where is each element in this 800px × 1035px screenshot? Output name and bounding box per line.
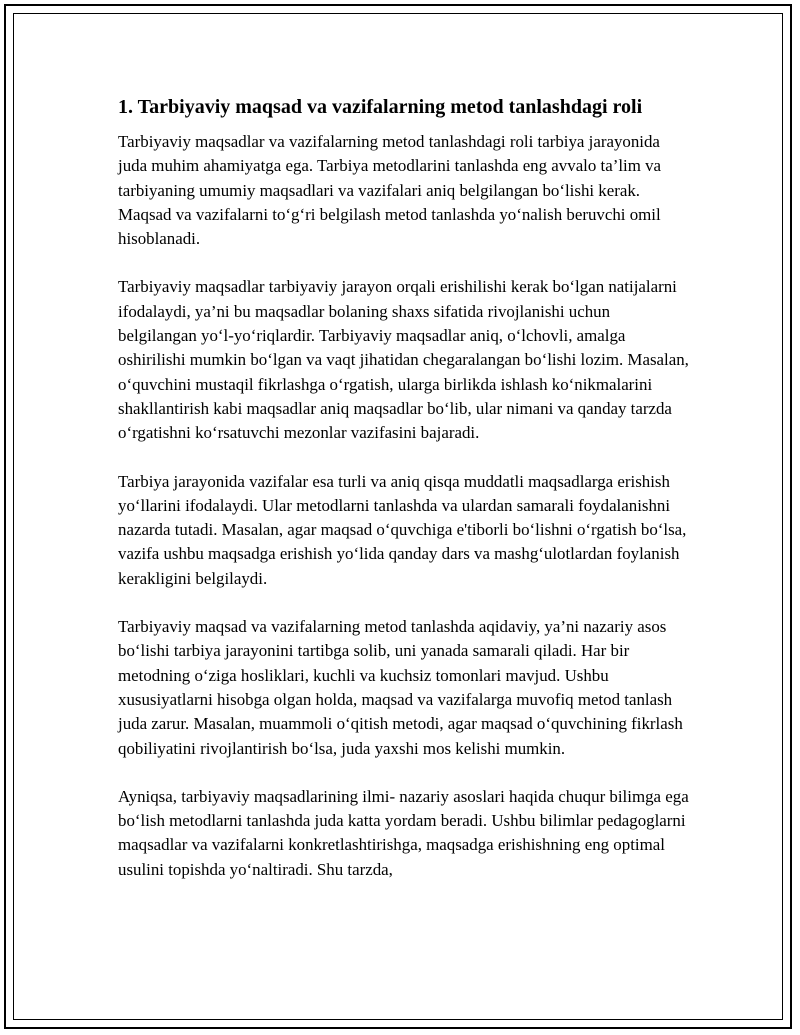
document-body <box>118 94 693 906</box>
paragraph-2: Tarbiyaviy maqsadlar tarbiyaviy jarayon orqali erishilishi kerak boʻlgan natijalarni ifodalaydi, ya’ni bu maqsadlar bolaning shaxs sifatida rivojlanishi uchun belgilangan yoʻl-yoʻriqlardir. Tarbiyaviy maqsadlar aniq, oʻlchovli, amalga oshirilishi mumkin boʻlgan va vaqt jihatidan chegaralangan boʻlishi lozim. Masalan, oʻquvchini mustaqil fikrlashga oʻrgatish, ularga birlikda ishlash koʻnikmalarini shakllantirish kabi maqsadlar aniq maqsadlar boʻlib, ular nimani va qanday tarzda oʻrgatishni koʻrsatuvchi mezonlar vazifasini bajaradi. <box>118 277 689 443</box>
paragraph-5: Ayniqsa, tarbiyaviy maqsadlarining ilmi- nazariy asoslari haqida chuqur bilimga ega boʻlish metodlarni tanlashda juda katta yordam beradi. Ushbu bilimlar pedagoglarni maqsadlar va vazifalarni konkretlashtirishga, maqsadga erishishning eng optimal usulini topishda yoʻnaltiradi. Shu tarzda, <box>118 786 689 879</box>
section-heading: 1. Tarbiyaviy maqsad va vazifalarning metod tanlashdagi roli <box>118 96 643 118</box>
paragraph-4: Tarbiyaviy maqsad va vazifalarning metod tanlashda aqidaviy, ya’ni nazariy asos boʻlishi tarbiya jarayonini tartibga solib, uni yanada samarali qiladi. Har bir metodning oʻziga hosliklari, kuchli va kuchsiz tomonlari mavjud. Ushbu xususiyatlarni hisobga olgan holda, maqsad va vazifalarga muvofiq metod tanlash juda zarur. Masalan, muammoli oʻqitish metodi, agar maqsad oʻquvchining fikrlash qobiliyatini rivojlantirish boʻlsa, juda yaxshi mos kelishi mumkin. <box>118 617 683 758</box>
paragraph-1: Tarbiyaviy maqsadlar va vazifalarning metod tanlashdagi roli tarbiya jarayonida juda muhim ahamiyatga ega. Tarbiya metodlarini tanlashda eng avvalo ta’lim va tarbiyaning umumiy maqsadlari va vazifalari aniq belgilangan boʻlishi kerak. Maqsad va vazifalarni toʻgʻri belgilash metod tanlashda yoʻnalish beruvchi omil hisoblanadi. <box>118 132 662 249</box>
paragraph-3: Tarbiya jarayonida vazifalar esa turli va aniq qisqa muddatli maqsadlarga erishish yoʻllarini ifodalaydi. Ular metodlarni tanlashda va ulardan samarali foydalanishni nazarda tutadi. Masalan, agar maqsad oʻquvchiga e'tiborli boʻlishni oʻrgatish boʻlsa, vazifa ushbu maqsadga erishish yoʻlida qanday dars va mashgʻulotlardan foylanish kerakligini belgilaydi. <box>118 471 687 588</box>
